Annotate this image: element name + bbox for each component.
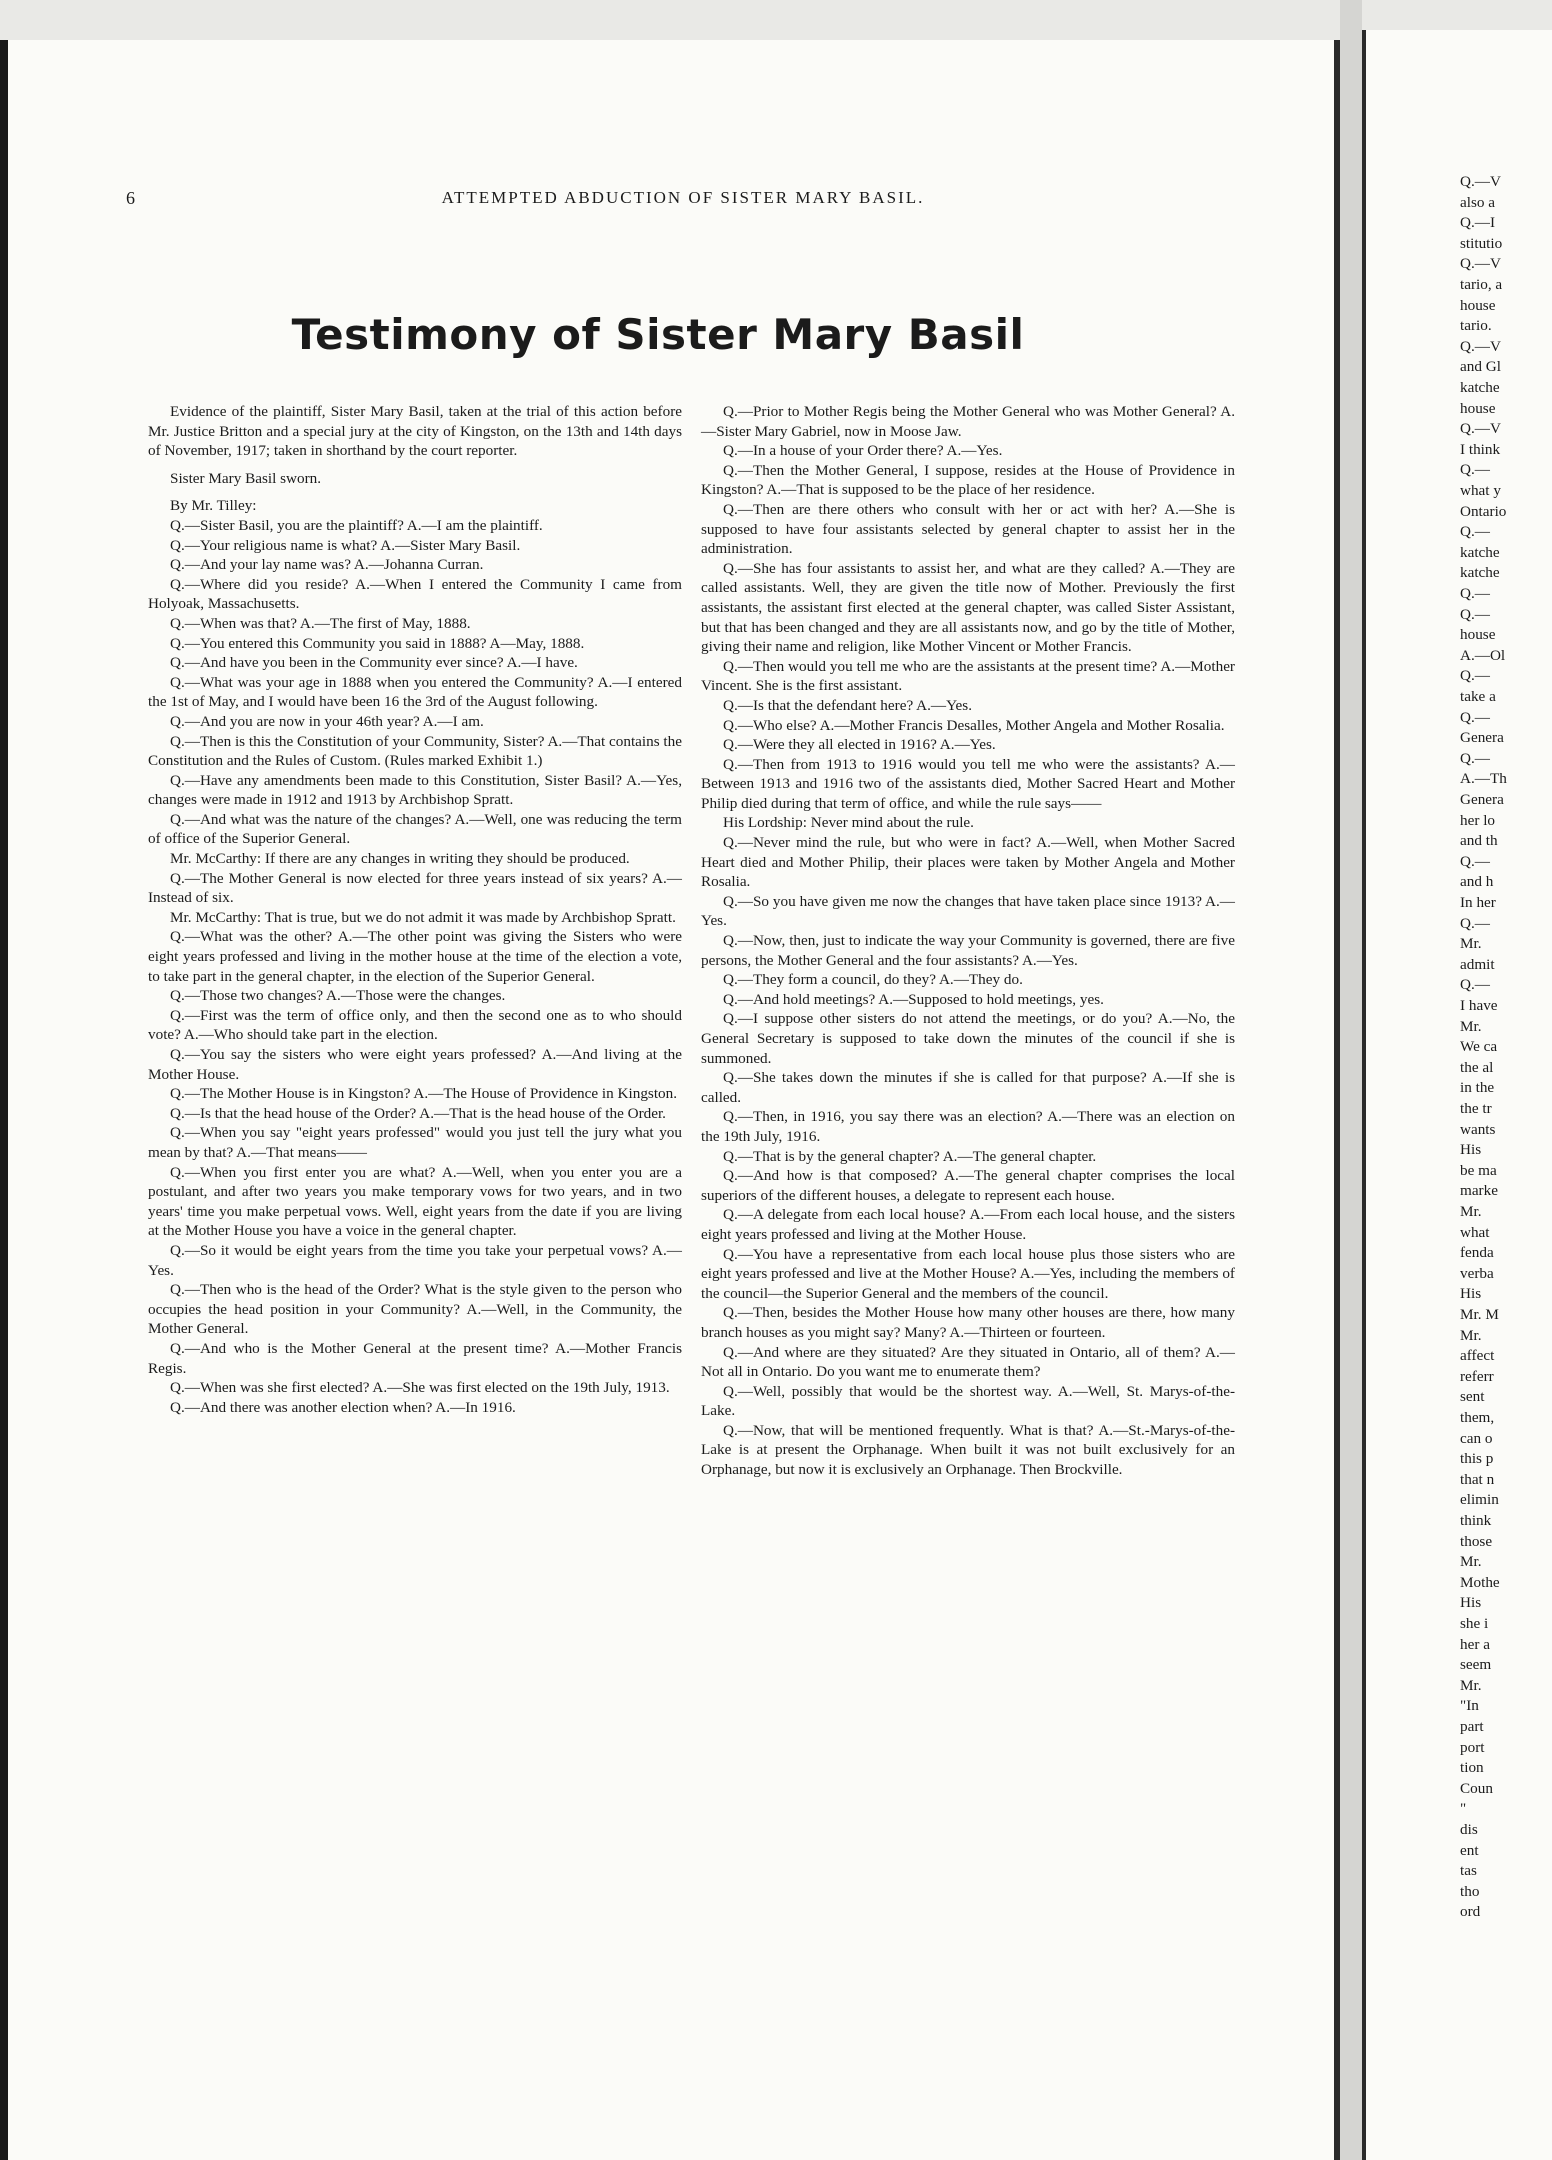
paragraph: Q.—And where are they situated? Are they situated in Ontario, all of them? A.—Not all in Ontario. Do you want me to enumerate them?	[701, 1343, 1235, 1381]
paragraph: Q.—Where did you reside? A.—When I entered the Community I came from Holyoak, Massachusetts.	[148, 575, 682, 613]
fragment-line: I think	[1460, 440, 1501, 458]
fragment-line: dis	[1460, 1821, 1478, 1838]
paragraph: Q.—Then would you tell me who are the assistants at the present time? A.—Mother Vincent. She is the first assistant.	[701, 657, 1235, 695]
paragraph: Q.—She has four assistants to assist her, and what are they called? A.—They are called assistants. Well, they are given the title now of Mother. Previously the first assistants, the assistant first elected at the general chapter, was called Sister Assistant, but that has been changed and they are all assistants now, and go by the title of Mother, giving their name and religion, like Mother Vincent or Mother Francis.	[701, 559, 1235, 656]
fragment-line: stitutio	[1460, 234, 1503, 252]
page-number: 6	[126, 188, 135, 208]
paragraph: Q.—What was your age in 1888 when you entered the Community? A.—I entered the 1st of May, and I would have been 16 the 3rd of the August following.	[148, 673, 682, 711]
fragment-line: seem	[1460, 1656, 1492, 1674]
paragraph: Q.—Those two changes? A.—Those were the changes.	[170, 987, 506, 1005]
fragment-line: the tr	[1460, 1100, 1492, 1117]
fragment-line: also a	[1460, 193, 1496, 211]
fragment-line: Mr.	[1460, 935, 1482, 953]
fragment-line: In her	[1460, 894, 1496, 911]
fragment-line: be ma	[1460, 1161, 1497, 1179]
fragment-line: Q.—V	[1460, 337, 1501, 355]
fragment-line: tas	[1460, 1862, 1477, 1880]
paragraph: Q.—Your religious name is what? A.—Sister Mary Basil.	[170, 536, 521, 554]
fragment-line: Q.—	[1460, 667, 1490, 685]
paragraph: Q.—Then, in 1916, you say there was an election? A.—There was an election on the 19th July, 1916.	[701, 1108, 1235, 1145]
paragraph: Q.—She takes down the minutes if she is called for that purpose? A.—If she is called.	[701, 1069, 1235, 1106]
paragraph: Q.—Who else? A.—Mother Francis Desalles, Mother Angela and Mother Rosalia.	[723, 716, 1225, 734]
paragraph: Q.—You entered this Community you said in 1888? A—May, 1888.	[170, 634, 585, 652]
fragment-line: Q.—I	[1460, 214, 1496, 232]
fragment-line: house	[1460, 399, 1496, 417]
fragment-line: ent	[1460, 1841, 1479, 1859]
fragment-line: Mr.	[1460, 1017, 1482, 1035]
paragraph: Q.—Now, that will be mentioned frequently. What is that? A.—St.-Marys-of-the-Lake is at present the Orphanage. When built it was not built exclusively for an Orphanage, but now it is exclusively an Orphanage. Then Brockville.	[701, 1421, 1235, 1479]
paragraph: Q.—Then from 1913 to 1916 would you tell me who were the assistants? A.—Between 1913 and 1916 two of the assistants died, Mother Sacred Heart and Mother Philip died during that term of office, and while the rule says——	[701, 755, 1235, 812]
fragment-line: those	[1460, 1532, 1493, 1550]
article-title: Testimony of Sister Mary Basil	[291, 310, 1025, 359]
fragment-line: marke	[1460, 1182, 1498, 1200]
fragment-line: and th	[1460, 832, 1498, 850]
paragraph: Q.—You say the sisters who were eight years professed? A.—And living at the Mother House.	[148, 1046, 682, 1083]
fragment-line: His	[1460, 1285, 1482, 1303]
fragment-line: ord	[1460, 1903, 1481, 1921]
paragraph: Q.—So you have given me now the changes that have taken place since 1913? A.—Yes.	[701, 892, 1235, 930]
fragment-line: part	[1460, 1718, 1484, 1735]
fragment-line: tion	[1460, 1759, 1484, 1777]
fragment-line: His	[1460, 1141, 1482, 1159]
fragment-line: Q.—	[1460, 852, 1490, 870]
fragment-line: and h	[1460, 873, 1494, 891]
paragraph: Q.—Well, possibly that would be the shortest way. A.—Well, St. Marys-of-the-Lake.	[701, 1382, 1235, 1420]
next-page-edge	[1362, 30, 1552, 2160]
fragment-line: house	[1460, 626, 1496, 644]
fragment-line: and Gl	[1460, 358, 1501, 376]
paragraph: Q.—Prior to Mother Regis being the Mother General who was Mother General? A.—Sister Mary Gabriel, now in Moose Jaw.	[701, 403, 1235, 440]
paragraph: Q.—I suppose other sisters do not attend the meetings, or do you? A.—No, the General Secretary is supposed to take down the minutes of the council if she is summoned.	[701, 1010, 1235, 1067]
paragraph: Sister Mary Basil sworn.	[170, 469, 322, 487]
paragraph: Q.—Were they all elected in 1916? A.—Yes.	[723, 736, 996, 754]
fragment-line: katche	[1460, 564, 1500, 582]
fragment-line: port	[1460, 1738, 1485, 1756]
fragment-line: Mr.	[1460, 1553, 1482, 1571]
fragment-line: tho	[1460, 1882, 1480, 1900]
fragment-line: We ca	[1460, 1038, 1498, 1056]
paragraph: Q.—So it would be eight years from the time you take your perpetual vows? A.—Yes.	[148, 1241, 682, 1279]
page-gutter	[1340, 0, 1362, 2160]
fragment-line: Q.—	[1460, 749, 1490, 767]
paragraph: Q.—Then the Mother General, I suppose, resides at the House of Providence in Kingston? A.—That is supposed to be the place of her residence.	[701, 461, 1235, 499]
fragment-line: the al	[1460, 1058, 1494, 1076]
fragment-line: Ontario	[1460, 502, 1507, 520]
fragment-line: fenda	[1460, 1244, 1494, 1262]
paragraph: Q.—You have a representative from each local house plus those sisters who are eight years professed and live at the Mother House? A.—Yes, including the members of the council—the Superior General and the members of the council.	[701, 1245, 1235, 1302]
fragment-line: them,	[1460, 1409, 1495, 1426]
paragraph: Q.—And who is the Mother General at the present time? A.—Mother Francis Regis.	[148, 1339, 682, 1377]
fragment-line: she i	[1460, 1615, 1489, 1632]
paragraph: By Mr. Tilley:	[170, 497, 257, 515]
fragment-line: tario, a	[1460, 276, 1503, 293]
fragment-line: Genera	[1460, 729, 1504, 747]
paragraph: Q.—Have any amendments been made to this Constitution, Sister Basil? A.—Yes, changes were made in 1912 and 1913 by Archbishop Spratt.	[148, 771, 682, 809]
fragment-line: Coun	[1460, 1779, 1493, 1797]
fragment-line: Q.—	[1460, 523, 1490, 541]
fragment-line: her lo	[1460, 811, 1496, 829]
fragment-line: this p	[1460, 1450, 1494, 1468]
paragraph: Q.—And there was another election when? A.—In 1916.	[170, 1398, 516, 1416]
fragment-line: Q.—	[1460, 461, 1490, 479]
fragment-line: Mr.	[1460, 1326, 1482, 1344]
paragraph: Q.—That is by the general chapter? A.—The general chapter.	[723, 1147, 1097, 1165]
fragment-line: in the	[1460, 1079, 1495, 1097]
paragraph: Q.—Now, then, just to indicate the way your Community is governed, there are five persons, the Mother General and the four assistants? A.—Yes.	[701, 932, 1235, 969]
paragraph: Q.—Is that the head house of the Order? A.—That is the head house of the Order.	[170, 1104, 666, 1122]
paragraph: Q.—When was that? A.—The first of May, 1888.	[170, 614, 471, 632]
fragment-line: Q.—	[1460, 605, 1490, 623]
paragraph: Q.—First was the term of office only, and then the second one as to who should vote? A.—Who should take part in the election.	[148, 1006, 682, 1044]
fragment-line: Q.—V	[1460, 173, 1501, 190]
paragraph: Q.—The Mother House is in Kingston? A.—The House of Providence in Kingston.	[170, 1085, 678, 1103]
fragment-line: referr	[1460, 1367, 1494, 1385]
fragment-line: admit	[1460, 955, 1495, 973]
fragment-line: house	[1460, 296, 1496, 314]
fragment-line: I have	[1460, 997, 1498, 1014]
fragment-line: Q.—	[1460, 976, 1490, 994]
fragment-line: Mr. M	[1460, 1306, 1499, 1323]
running-title: ATTEMPTED ABDUCTION OF SISTER MARY BASIL.	[441, 188, 925, 207]
fragment-line: wants	[1460, 1120, 1496, 1138]
paragraph: Q.—Then who is the head of the Order? What is the style given to the person who occupies the head position in your Community? A.—Well, in the Community, the Mother General.	[148, 1281, 682, 1338]
fragment-line: what	[1460, 1223, 1490, 1241]
fragment-line: affect	[1460, 1347, 1495, 1365]
fragment-line: that n	[1460, 1470, 1495, 1488]
paragraph: Q.—And have you been in the Community ever since? A.—I have.	[170, 654, 578, 672]
fragment-line: katche	[1460, 543, 1500, 561]
fragment-line: Mr.	[1460, 1676, 1482, 1694]
paragraph: Q.—The Mother General is now elected for three years instead of six years? A.—Instead of six.	[148, 869, 682, 907]
fragment-line: elimin	[1460, 1491, 1499, 1509]
left-column	[148, 402, 682, 1417]
fragment-line: Q.—	[1460, 914, 1490, 932]
fragment-line: take a	[1460, 688, 1496, 705]
paragraph: Q.—Then are there others who consult with her or act with her? A.—She is supposed to have four assistants selected by general chapter to assist her in the administration.	[701, 500, 1235, 558]
paragraph: Q.—Then is this the Constitution of your Community, Sister? A.—That contains the Constitution and the Rules of Custom. (Rules marked Exhibit 1.)	[148, 732, 682, 770]
fragment-line: His	[1460, 1594, 1482, 1612]
fragment-line: Mothe	[1460, 1573, 1500, 1591]
paragraph: Q.—They form a council, do they? A.—They do.	[723, 971, 1023, 989]
paragraph: Q.—Is that the defendant here? A.—Yes.	[723, 696, 972, 714]
fragment-line: "	[1460, 1800, 1467, 1818]
paragraph: Mr. McCarthy: If there are any changes in writing they should be produced.	[170, 850, 630, 868]
fragment-line: can o	[1460, 1429, 1493, 1447]
paragraph: Evidence of the plaintiff, Sister Mary Basil, taken at the trial of this action before Mr. Justice Britton and a special jury at the city of Kingston, on the 13th and 14th days of November, 1917; taken in shorthand by the court reporter.	[148, 403, 682, 460]
fragment-line: A.—Th	[1460, 770, 1507, 788]
paragraph: His Lordship: Never mind about the rule.	[723, 814, 974, 832]
paragraph: Mr. McCarthy: That is true, but we do not admit it was made by Archbishop Spratt.	[170, 908, 676, 926]
fragment-line: Q.—V	[1460, 420, 1501, 438]
paragraph: Q.—What was the other? A.—The other point was giving the Sisters who were eight years professed and living in the mother house at the time of the election a vote, to take part in the general chapter, in the election of the Superior General.	[148, 928, 682, 985]
fragment-line: what y	[1460, 482, 1501, 499]
fragment-line: tario.	[1460, 317, 1492, 335]
left-page	[0, 40, 1340, 2160]
fragment-line: think	[1460, 1512, 1492, 1529]
paragraph: Q.—Never mind the rule, but who were in fact? A.—Well, when Mother Sacred Heart died and Mother Philip, their places were taken by Mother Angela and Mother Rosalia.	[701, 834, 1235, 891]
paragraph: Q.—And how is that composed? A.—The general chapter comprises the local superiors of the different houses, a delegate to represent each house.	[701, 1167, 1235, 1204]
fragment-line: "In	[1460, 1697, 1479, 1715]
fragment-line: Mr.	[1460, 1203, 1482, 1220]
fragment-line: katche	[1460, 379, 1500, 396]
paragraph: Q.—In a house of your Order there? A.—Yes.	[723, 442, 1003, 460]
right-column	[701, 402, 1235, 1480]
paragraph: Q.—When was she first elected? A.—She was first elected on the 19th July, 1913.	[170, 1379, 670, 1397]
paragraph: Q.—When you first enter you are what? A.—Well, when you enter you are a postulant, and after two years you make temporary vows for two years, and in two years' time you make perpetual vows. Well, eight years from the date if you are living at the Mother House you have a voice in the general chapter.	[148, 1163, 682, 1240]
fragment-line: verba	[1460, 1264, 1494, 1282]
fragment-line: Q.—	[1460, 708, 1490, 726]
paragraph: Q.—And your lay name was? A.—Johanna Curran.	[170, 556, 484, 574]
fragment-line: A.—Ol	[1460, 646, 1506, 664]
fragment-line: Genera	[1460, 791, 1504, 808]
paragraph: Q.—A delegate from each local house? A.—From each local house, and the sisters eight years professed and living at the Mother House.	[701, 1206, 1235, 1243]
paragraph: Q.—When you say "eight years professed" would you just tell the jury what you mean by that? A.—That means——	[148, 1124, 682, 1161]
paragraph: Q.—And what was the nature of the changes? A.—Well, one was reducing the term of office of the Superior General.	[148, 810, 682, 848]
fragment-line: her a	[1460, 1635, 1490, 1653]
paragraph: Q.—And you are now in your 46th year? A.—I am.	[170, 712, 484, 730]
paragraph: Q.—Then, besides the Mother House how many other houses are there, how many branch houses as you might say? Many? A.—Thirteen or fourteen.	[701, 1304, 1235, 1341]
paragraph: Q.—And hold meetings? A.—Supposed to hold meetings, yes.	[723, 990, 1104, 1008]
fragment-line: sent	[1460, 1388, 1485, 1406]
fragment-line: Q.—V	[1460, 255, 1501, 273]
paragraph: Q.—Sister Basil, you are the plaintiff? A.—I am the plaintiff.	[170, 516, 543, 534]
fragment-line: Q.—	[1460, 585, 1490, 602]
